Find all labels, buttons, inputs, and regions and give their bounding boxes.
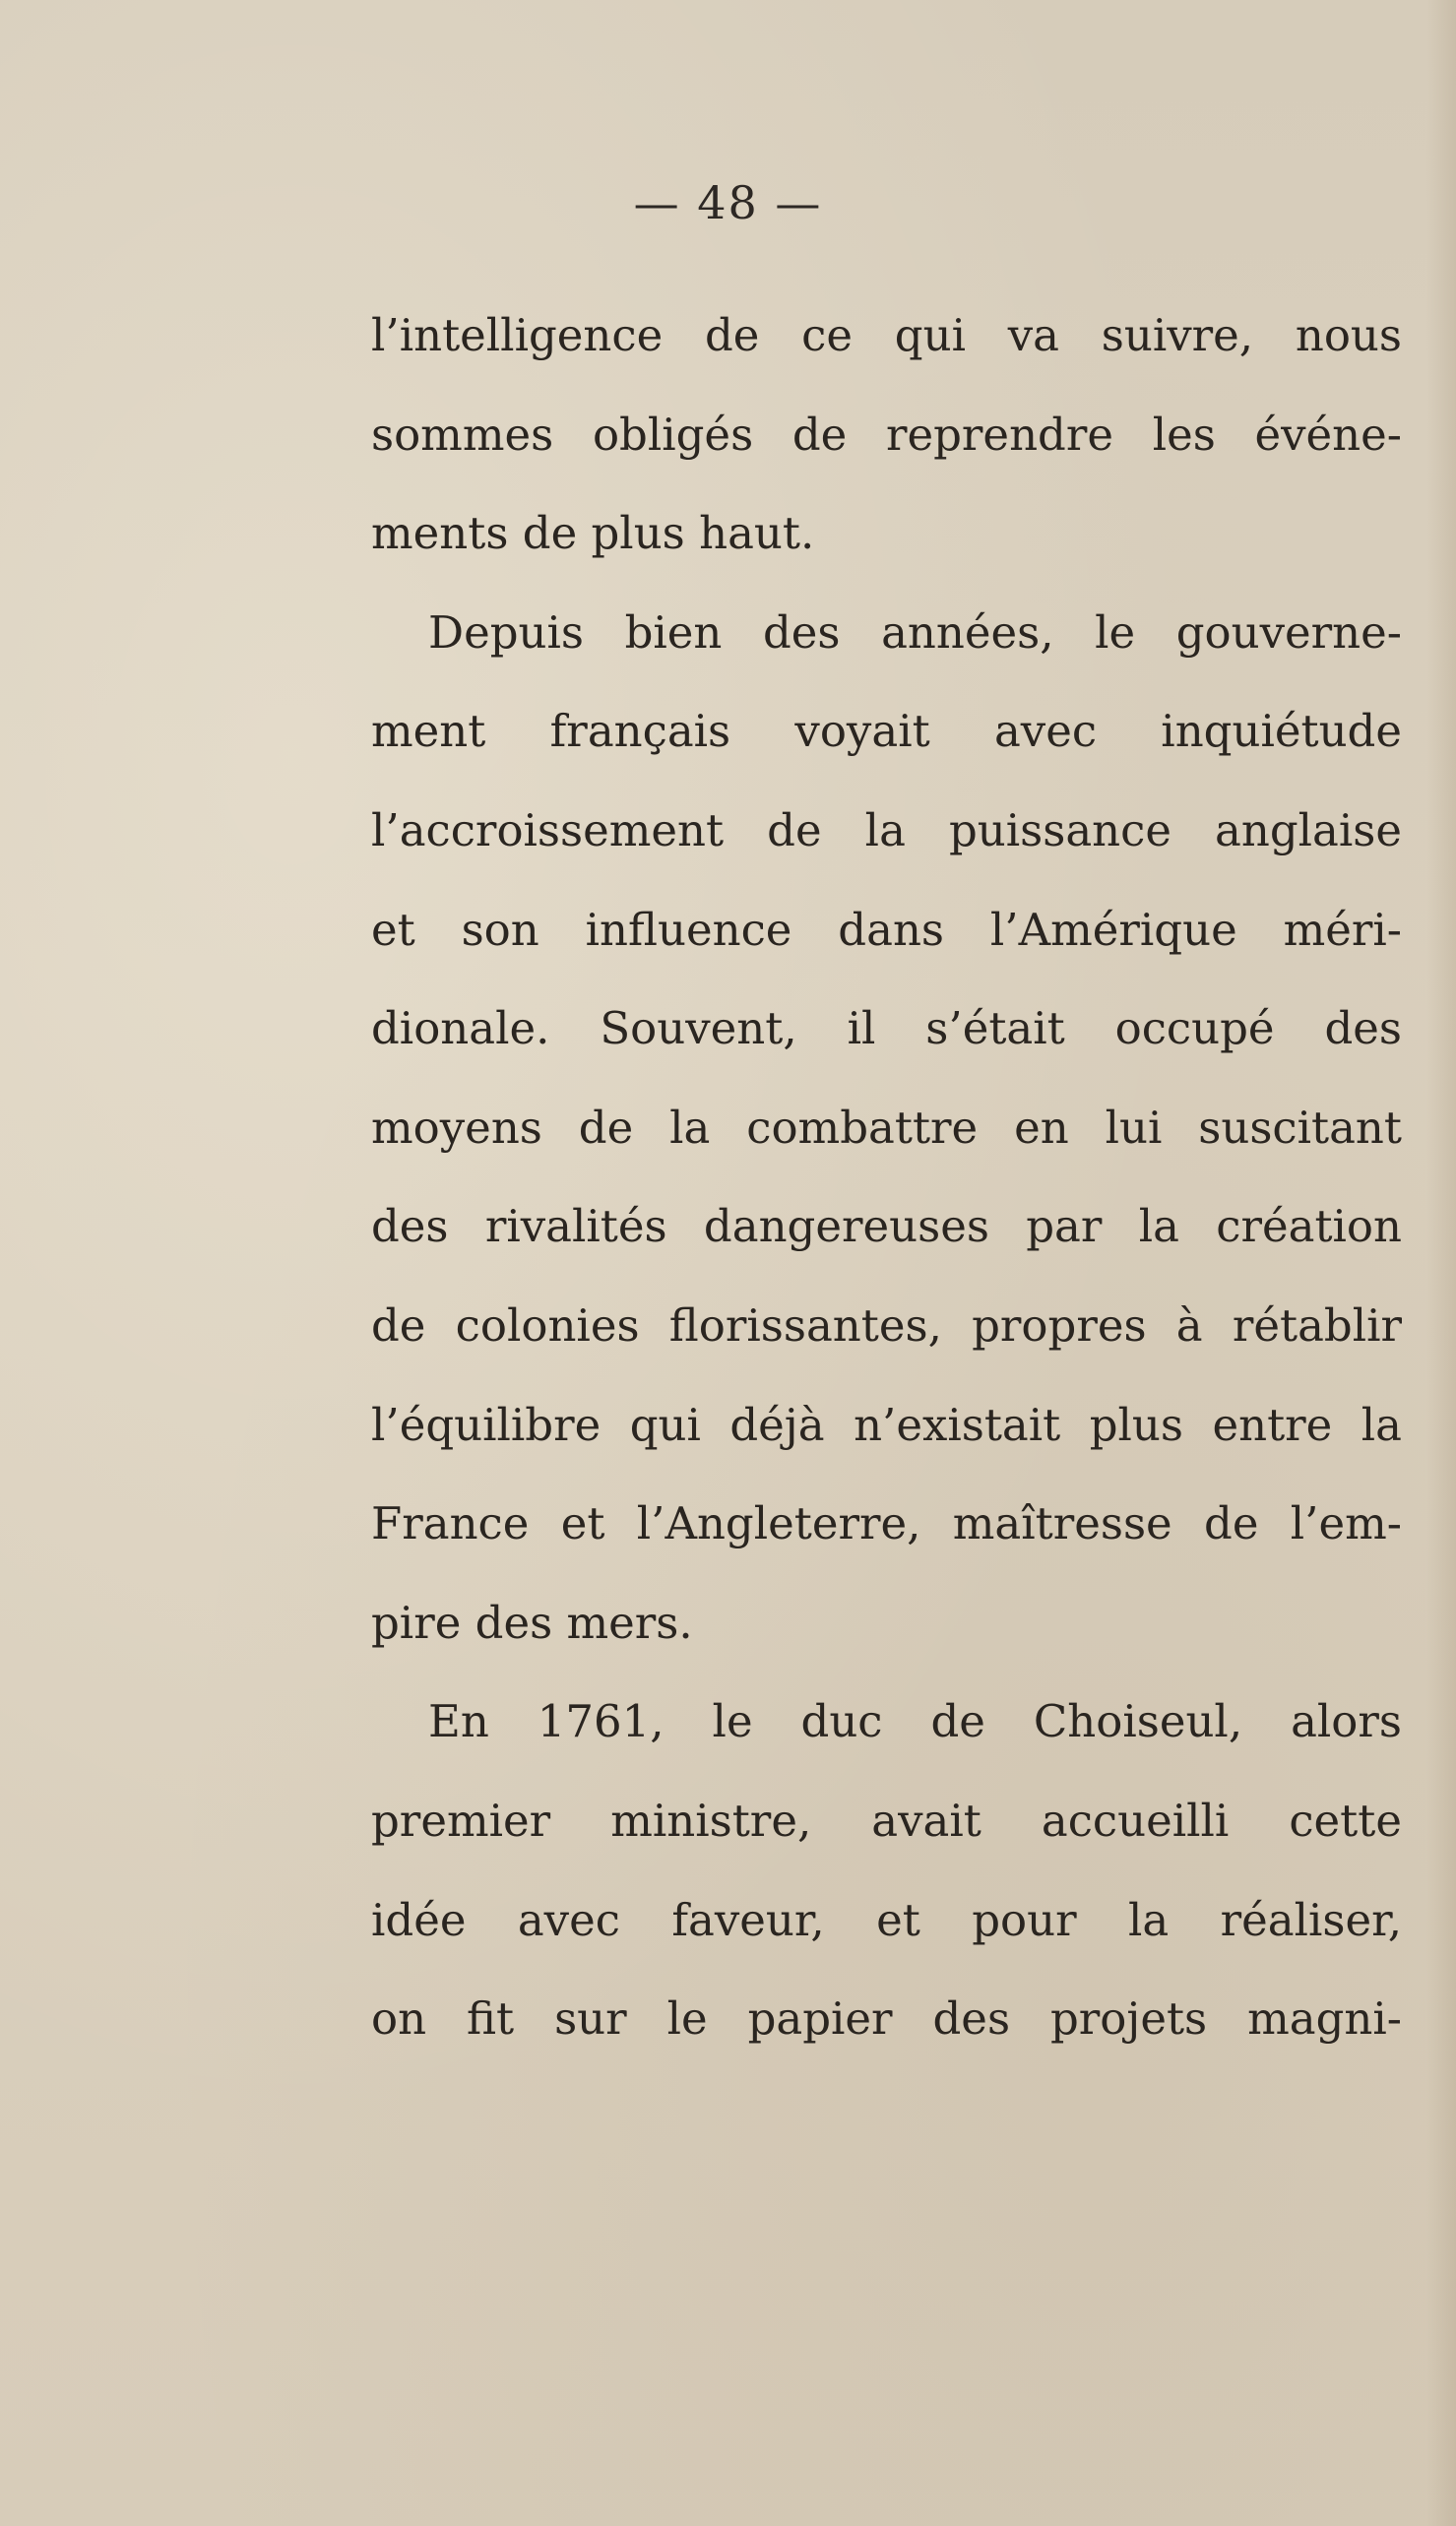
body-text (371, 286, 1402, 2069)
text-line: ments de plus haut. (371, 507, 815, 560)
text-line: l’équilibre qui déjà n’existait plus entre la (371, 1398, 1402, 1451)
text-line: premier ministre, avait accueilli cette (371, 1794, 1402, 1847)
text-line: sommes obligés de reprendre les événe- (371, 408, 1402, 461)
text-line: idée avec faveur, et pour la réaliser, (371, 1893, 1402, 1946)
page-edge-shadow (1426, 0, 1456, 2526)
text-line: dionale. Souvent, il s’était occupé des (371, 1002, 1402, 1055)
text-line: moyens de la combattre en lui suscitant (371, 1101, 1402, 1154)
text-line: et son influence dans l’Amérique méri- (371, 903, 1402, 956)
text-line: on fit sur le papier des projets magni- (371, 1992, 1402, 2046)
text-line: l’intelligence de ce qui va suivre, nous (371, 309, 1402, 361)
text-line: pire des mers. (371, 1596, 693, 1649)
text-line: l’accroissement de la puissance anglaise (371, 803, 1402, 856)
text-line: En 1761, le duc de Choiseul, alors (428, 1695, 1402, 1748)
text-line: de colonies florissantes, propres à rétablir (371, 1298, 1402, 1352)
text-line: France et l’Angleterre, maîtresse de l’em- (371, 1497, 1402, 1550)
text-line: des rivalités dangereuses par la création (371, 1200, 1402, 1253)
text-line: Depuis bien des années, le gouverne- (428, 605, 1402, 659)
paragraph-3 (371, 1673, 1402, 2068)
paragraph-2 (371, 584, 1402, 1673)
text-line: ment français voyait avec inquiétude (371, 705, 1402, 758)
page-number: — 48 — (633, 176, 823, 229)
paragraph-1 (371, 286, 1402, 584)
